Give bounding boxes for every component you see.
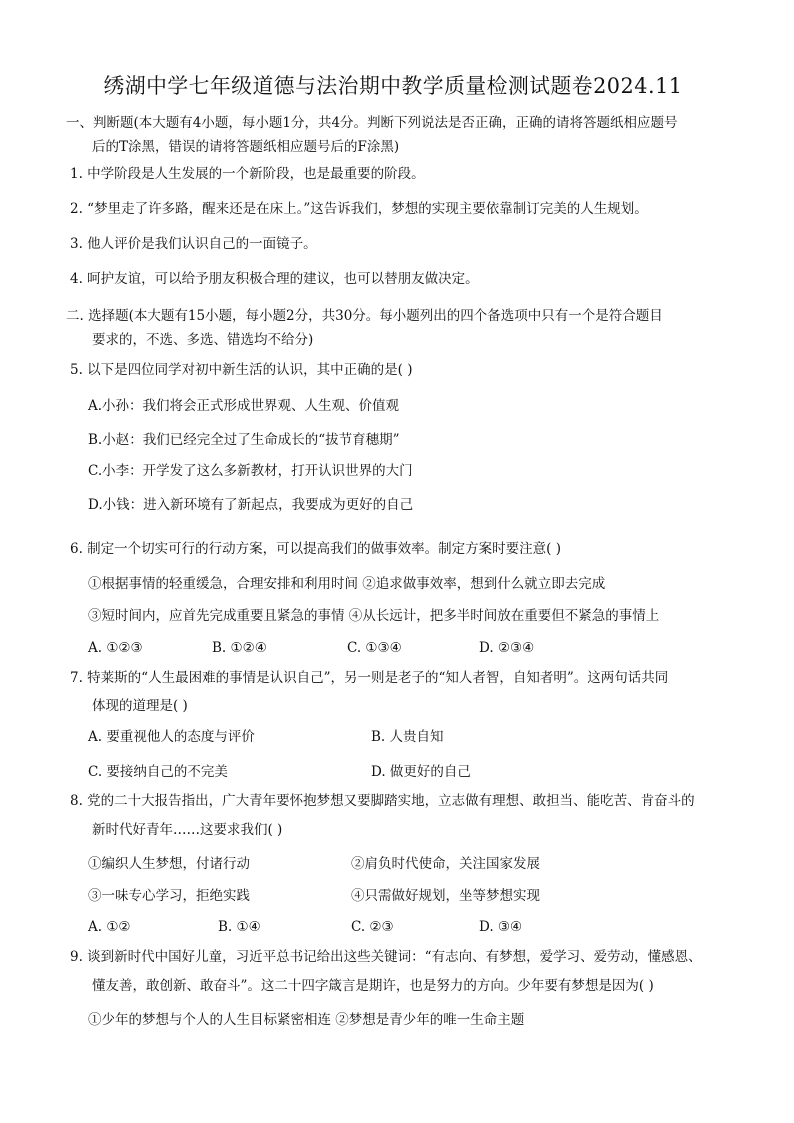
question-6-option-b: B. ①②④ bbox=[212, 640, 267, 656]
question-8-item-1: ①编织人生梦想，付诸行动 bbox=[88, 856, 250, 872]
question-6-items-line1: ①根据事情的轻重缓急，合理安排和利用时间 ②追求做事效率，想到什么就立即去完成 bbox=[88, 576, 606, 592]
question-6-items-line2: ③短时间内，应首先完成重要且紧急的事情 ④从长远计，把多半时间放在重要但不紧急的事情上 bbox=[88, 608, 660, 624]
question-7-option-a: A. 要重视他人的态度与评价 bbox=[88, 729, 255, 745]
question-7-option-c: C. 要接纳自己的不完美 bbox=[88, 764, 228, 780]
section2-header-line2: 要求的，不选、多选、错选均不给分) bbox=[92, 332, 314, 348]
question-8-option-b: B. ①④ bbox=[218, 919, 261, 935]
question-3: 3. 他人评价是我们认识自己的一面镜子。 bbox=[70, 236, 317, 252]
section2-header-line1: 二. 选择题(本大题有15小题，每小题2分，共30分。每小题列出的四个备选项中只有一个是符合题目 bbox=[66, 308, 663, 324]
question-8-option-a: A. ①② bbox=[88, 919, 131, 935]
question-5-stem: 5. 以下是四位同学对初中新生活的认识，其中正确的是( ) bbox=[70, 362, 413, 378]
question-8-option-d: D. ③④ bbox=[479, 919, 523, 935]
page-title: 绣湖中学七年级道德与法治期中教学质量检测试题卷2024.11 bbox=[103, 74, 683, 98]
question-7-stem-line2: 体现的道理是( ) bbox=[92, 698, 188, 714]
question-9-stem-line2: 懂友善，敢创新、敢奋斗”。这二十四字箴言是期许，也是努力的方向。少年要有梦想是因为( ) bbox=[92, 978, 654, 994]
question-6-option-c: C. ①③④ bbox=[347, 640, 402, 656]
question-6-option-a: A. ①②③ bbox=[88, 640, 143, 656]
question-8-item-3: ③一味专心学习，拒绝实践 bbox=[88, 888, 250, 904]
question-9-items-line1: ①少年的梦想与个人的人生目标紧密相连 ②梦想是青少年的唯一生命主题 bbox=[88, 1012, 525, 1028]
section1-header-line1: 一、判断题(本大题有4小题，每小题1分，共4分。判断下列说法是否正确，正确的请将答题纸相应题号 bbox=[66, 115, 678, 131]
question-1: 1. 中学阶段是人生发展的一个新阶段，也是最重要的阶段。 bbox=[70, 166, 425, 182]
question-4: 4. 呵护友谊，可以给予朋友积极合理的建议，也可以替朋友做决定。 bbox=[70, 271, 479, 287]
question-7-option-b: B. 人贵自知 bbox=[371, 729, 444, 745]
question-7-stem-line1: 7. 特莱斯的“人生最困难的事情是认识自己”，另一则是老子的“知人者智，自知者明”。这两句话共同 bbox=[70, 670, 669, 686]
question-5-option-a: A.小孙：我们将会正式形成世界观、人生观、价值观 bbox=[88, 398, 400, 414]
question-5-option-c: C.小李：开学发了这么多新教材，打开认识世界的大门 bbox=[88, 463, 413, 479]
question-8-stem-line2: 新时代好青年……这要求我们( ) bbox=[92, 822, 283, 838]
question-2: 2. “梦里走了许多路，醒来还是在床上。”这告诉我们，梦想的实现主要依靠制订完美的人生规划。 bbox=[70, 201, 648, 217]
question-8-option-c: C. ②③ bbox=[351, 919, 394, 935]
question-6-option-d: D. ②③④ bbox=[479, 640, 535, 656]
question-7-option-d: D. 做更好的自己 bbox=[371, 764, 471, 780]
section1-header-line2: 后的T涂黑，错误的请将答题纸相应题号后的F涂黑) bbox=[92, 139, 400, 155]
question-6-stem: 6. 制定一个切实可行的行动方案，可以提高我们的做事效率。制定方案时要注意( ) bbox=[70, 541, 561, 557]
question-8-item-4: ④只需做好规划，坐等梦想实现 bbox=[351, 888, 540, 904]
question-9-stem-line1: 9. 谈到新时代中国好儿童，习近平总书记给出这些关键词：“有志向、有梦想，爱学习、爱劳动，懂感恩、 bbox=[70, 949, 702, 965]
question-8-stem-line1: 8. 党的二十大报告指出，广大青年要怀抱梦想又要脚踏实地，立志做有理想、敢担当、能吃苦、肯奋斗的 bbox=[70, 793, 695, 809]
question-5-option-d: D.小钱：进入新环境有了新起点，我要成为更好的自己 bbox=[88, 497, 414, 513]
question-5-option-b: B.小赵：我们已经完全过了生命成长的“拔节育穗期” bbox=[88, 432, 400, 448]
question-8-item-2: ②肩负时代使命，关注国家发展 bbox=[351, 856, 540, 872]
